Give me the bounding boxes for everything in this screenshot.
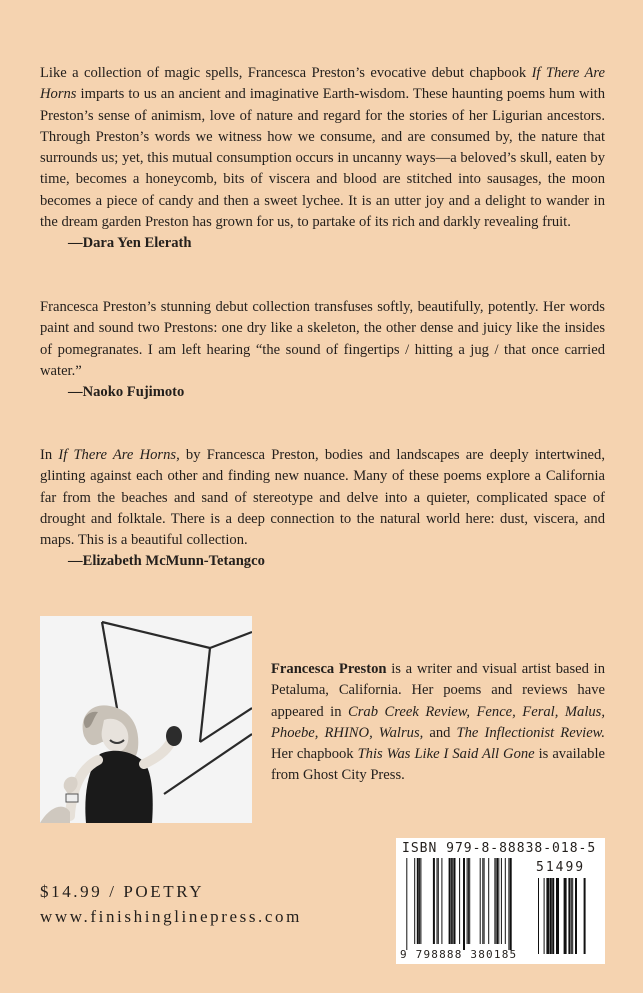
barcode-bar — [482, 858, 483, 944]
barcode-bar — [480, 858, 481, 944]
publisher-url[interactable]: www.finishinglinepress.com — [40, 907, 302, 926]
isbn-barcode — [396, 838, 605, 964]
barcode-addon-bar — [584, 878, 586, 954]
text-run: Francesca Preston’s stunning debut collection transfuses softly, beautifully, potently. Her words paint and sound two Prestons: one dry like a skeleton, the other dense and juicy like the insides of pomegranates. I am left hearing “the sound of fingertips / hitting a jug / that once carried water.” — [40, 299, 605, 379]
barcode-addon-bar — [538, 878, 539, 954]
barcode-bar — [459, 858, 460, 944]
blurb-text — [40, 445, 605, 551]
barcode-bar — [497, 858, 498, 944]
barcode-bar — [484, 858, 485, 944]
barcode-ean-digits: 9 798888 380185 — [400, 948, 518, 961]
barcode-addon-bar — [546, 878, 549, 954]
blurb-attribution: —Elizabeth McMunn-Tetangco — [68, 553, 265, 570]
barcode-bar — [451, 858, 452, 944]
barcode-bar — [510, 858, 512, 950]
blurb-3 — [40, 445, 605, 573]
text-run: by Francesca Preston, bodies and landscapes are deeply intertwined, glinting against each other and finding new nuance. Many of these poems explore a California far from the beaches and sand of stereotype and delve into a quieter, complicated space of drought and folktale. There is a deep connection to the natural world here: dust, viscera, and maps. This is a beautiful collection. — [40, 447, 605, 549]
barcode-bar — [449, 858, 451, 944]
blurb-text — [40, 297, 605, 382]
text-run: Her chapbook — [271, 746, 358, 763]
italic-title: Crab Creek Review, Fence, Feral, Malus, Phoebe, RHINO, Walrus, — [271, 703, 606, 741]
barcode-addon-bar — [572, 878, 573, 954]
italic-title: The Inflectionist Review. — [456, 724, 605, 741]
barcode-bar — [505, 858, 506, 944]
barcode-addon-bar — [571, 878, 572, 954]
barcode-bar — [508, 858, 509, 950]
barcode-addon-bar — [550, 878, 552, 954]
author-name: Francesca Preston — [271, 661, 387, 677]
author-photo-image — [40, 616, 252, 823]
barcode-bar — [498, 858, 499, 944]
barcode-bar — [437, 858, 438, 944]
barcode-bar — [419, 858, 420, 944]
barcode-bar — [433, 858, 435, 944]
author-bio — [271, 659, 605, 787]
text-run: In — [40, 447, 59, 463]
barcode-bar — [438, 858, 439, 944]
barcode-bar — [496, 858, 497, 944]
barcode-bar — [494, 858, 495, 944]
italic-title: If There Are Horns — [40, 65, 606, 103]
barcode-bar — [467, 858, 468, 944]
barcode-bar — [420, 858, 421, 944]
text-run: Like a collection of magic spells, Francesca Preston’s evocative debut chapbook — [40, 65, 532, 81]
barcode-addon-bar — [568, 878, 570, 954]
barcode-bars — [396, 838, 605, 964]
blurb-1 — [40, 63, 605, 255]
barcode-bar — [417, 858, 419, 944]
barcode-addon-bar — [564, 878, 567, 954]
barcode-bar — [501, 858, 502, 944]
italic-title: This Was Like I Said All Gone — [357, 746, 535, 763]
barcode-bar — [452, 858, 453, 944]
barcode-bar — [488, 858, 489, 944]
text-run: and — [423, 724, 457, 741]
author-bio-text — [271, 661, 605, 783]
blurb-text — [40, 63, 605, 233]
text-run: imparts to us an ancient and imaginative Earth-wisdom. These haunting poems hum with Preston’s sense of animism, love of nature and regard for the stories of her Ligurian ancestors. Through Preston’s words we witness how we consume, and are consumed by, the nature that surrounds us; yet, this mutual consumption occurs in uncanny ways—a beloved’s skull, eaten by time, becomes a honeycomb, bits of viscera and blood are stitched into sausages, the moon becomes a piece of candy and then a sweet lychee. It is an utter joy and a delight to wander in the dream garden Preston has grown for us, to partake of its rich and darkly revealing fruit. — [40, 86, 605, 231]
text-run: is available from Ghost City Press. — [271, 746, 605, 784]
barcode-bar — [454, 858, 456, 944]
blurb-attribution: —Dara Yen Elerath — [68, 235, 192, 252]
barcode-addon-bar — [556, 878, 559, 954]
isbn-label: ISBN 979-8-88838-018-5 — [402, 841, 597, 856]
price-category: $14.99 / POETRY — [40, 882, 205, 901]
barcode-addon-bar — [552, 878, 554, 954]
barcode-bar — [463, 858, 465, 950]
italic-title: If There Are Horns, — [58, 447, 180, 463]
barcode-bar — [468, 858, 469, 944]
barcode-bar — [441, 858, 442, 944]
barcode-addon-bar — [575, 878, 577, 954]
barcode-bar — [469, 858, 470, 944]
author-photo — [40, 616, 252, 823]
barcode-bar — [406, 858, 407, 950]
barcode-addon-bar — [544, 878, 545, 954]
barcode-bar — [414, 858, 415, 944]
text-run: is a writer and visual artist based in Petaluma, California. Her poems and reviews have appeared in — [271, 661, 606, 720]
barcode-addon-code: 51499 — [536, 860, 586, 875]
blurb-2 — [40, 297, 605, 403]
blurb-attribution: —Naoko Fujimoto — [68, 384, 185, 401]
